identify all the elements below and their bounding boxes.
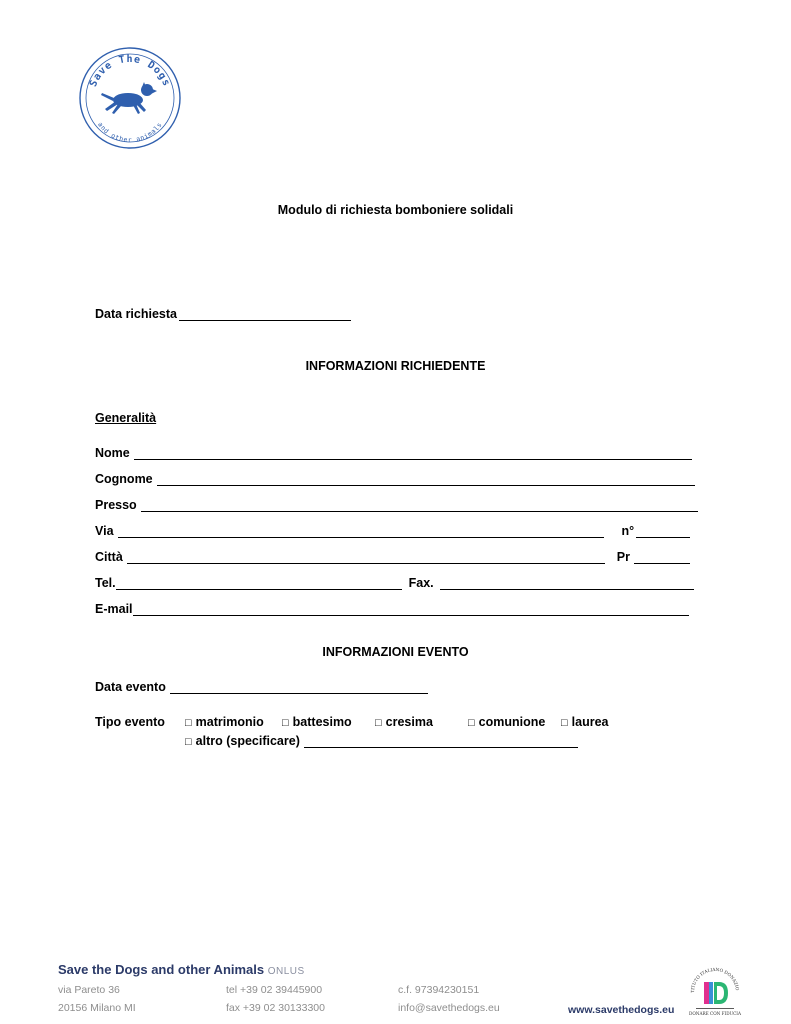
via-field[interactable] <box>118 526 604 538</box>
footer-fax: fax +39 02 30133300 <box>226 1002 325 1014</box>
option-altro[interactable]: □ altro (specificare) <box>185 734 578 748</box>
via-label: Via <box>95 524 114 538</box>
via-row <box>95 524 690 538</box>
presso-row <box>95 498 698 512</box>
footer-tel: tel +39 02 39445900 <box>226 984 323 996</box>
option-battesimo[interactable]: □ battesimo <box>282 715 352 729</box>
svg-text:Save The Dogs: Save The Dogs <box>88 54 172 89</box>
footer-website[interactable]: www.savethedogs.eu <box>568 1004 675 1016</box>
cognome-label: Cognome <box>95 472 153 486</box>
checkbox-icon[interactable]: □ <box>561 717 568 729</box>
data-evento-row <box>95 680 428 694</box>
footer-address-2: 20156 Milano MI <box>58 1002 136 1014</box>
data-richiesta-label: Data richiesta <box>95 307 177 321</box>
form-title: Modulo di richiesta bomboniere solidali <box>277 203 514 217</box>
footer-address-1: via Pareto 36 <box>58 984 120 996</box>
svg-text:ISTITUTO ITALIANO DONAZIONE: TITUTO ITALIANO DONAZIO <box>690 967 739 993</box>
checkbox-icon[interactable]: □ <box>282 717 289 729</box>
email-label: E-mail <box>95 602 133 616</box>
data-richiesta-row <box>95 307 351 321</box>
section-richiedente-heading: INFORMAZIONI RICHIEDENTE <box>305 359 486 373</box>
citta-field[interactable] <box>127 552 605 564</box>
fax-field[interactable] <box>440 578 694 590</box>
option-laurea[interactable]: □ laurea <box>561 715 609 729</box>
nome-label: Nome <box>95 446 130 460</box>
footer-cf: c.f. 97394230151 <box>398 984 480 996</box>
checkbox-icon[interactable]: □ <box>185 736 192 748</box>
email-row <box>95 602 689 616</box>
numero-label: n° <box>621 524 635 538</box>
option-cresima[interactable]: □ cresima <box>375 715 433 729</box>
cognome-row <box>95 472 695 486</box>
svg-text:and other animals: and other animals <box>96 120 164 144</box>
footer-brand: Save the Dogs and other Animals ONLUS <box>58 962 305 977</box>
data-evento-label: Data evento <box>95 680 166 694</box>
presso-label: Presso <box>95 498 137 512</box>
section-evento-heading: INFORMAZIONI EVENTO <box>322 645 469 659</box>
option-matrimonio[interactable]: □ matrimonio <box>185 715 264 729</box>
data-evento-field[interactable] <box>170 682 428 694</box>
save-the-dogs-logo <box>78 46 182 150</box>
nome-row <box>95 446 692 460</box>
tel-label: Tel. <box>95 576 116 590</box>
email-field[interactable] <box>133 604 689 616</box>
footer-email[interactable]: info@savethedogs.eu <box>398 1002 500 1014</box>
checkbox-icon[interactable]: □ <box>185 717 192 729</box>
option-comunione[interactable]: □ comunione <box>468 715 546 729</box>
dog-icon <box>101 82 157 114</box>
tipo-evento-label: Tipo evento <box>95 715 165 729</box>
checkbox-icon[interactable]: □ <box>375 717 382 729</box>
altro-field[interactable] <box>304 736 578 748</box>
istituto-donazione-badge <box>688 962 742 1018</box>
svg-text:DONARE CON FIDUCIA: DONARE CON FIDUCIA <box>689 1011 741 1016</box>
citta-label: Città <box>95 550 123 564</box>
citta-row <box>95 550 690 564</box>
tel-fax-row <box>95 576 694 590</box>
cognome-field[interactable] <box>157 474 695 486</box>
generalita-heading: Generalità <box>95 411 157 425</box>
provincia-label: Pr <box>616 550 630 564</box>
numero-field[interactable] <box>636 526 690 538</box>
nome-field[interactable] <box>134 448 692 460</box>
fax-label: Fax. <box>408 576 434 590</box>
presso-field[interactable] <box>141 500 698 512</box>
provincia-field[interactable] <box>634 552 690 564</box>
data-richiesta-field[interactable] <box>179 309 351 321</box>
tel-field[interactable] <box>116 578 402 590</box>
checkbox-icon[interactable]: □ <box>468 717 475 729</box>
